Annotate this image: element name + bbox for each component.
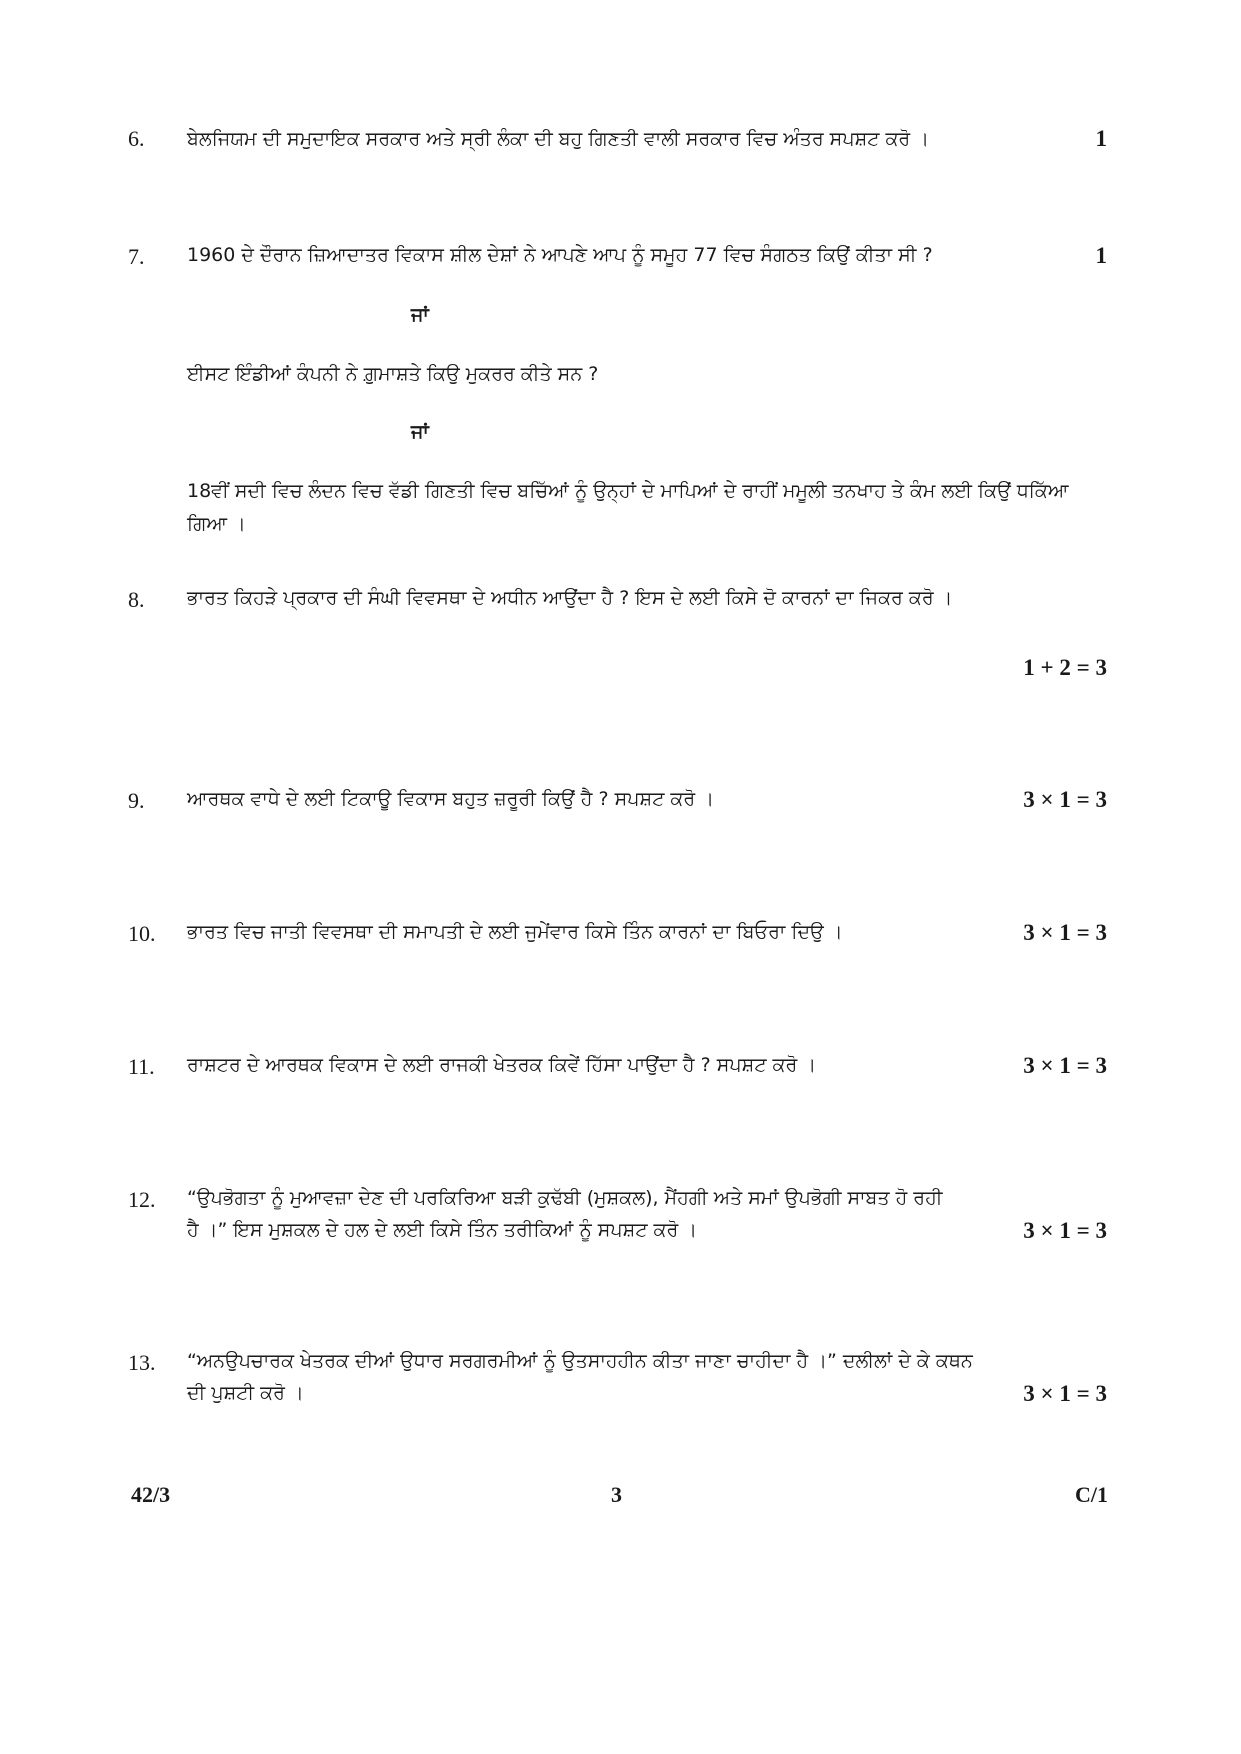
- question-marks: 1: [1095, 243, 1107, 268]
- question-text: ਭਾਰਤ ਕਿਹੜੇ ਪ੍ਰਕਾਰ ਦੀ ਸੰਘੀ ਵਿਵਸਥਾ ਦੇ ਅਧੀਨ ਆਉਂਦਾ ਹੈ ? ਇਸ ਦੇ ਲਈ ਕਿਸੇ ਦੋ ਕਾਰਨਾਂ ਦਾ ਜਿਕਰ ਕਰੋ ।: [187, 587, 953, 609]
- question-text: ਭਾਰਤ ਵਿਚ ਜਾਤੀ ਵਿਵਸਥਾ ਦੀ ਸਮਾਪਤੀ ਦੇ ਲਈ ਜੁਮੇਂਵਾਰ ਕਿਸੇ ਤਿੰਨ ਕਾਰਨਾਂ ਦਾ ਬਿਓਰਾ ਦਿਉ ।: [187, 921, 843, 943]
- question-text: ਰਾਸ਼ਟਰ ਦੇ ਆਰਥਕ ਵਿਕਾਸ ਦੇ ਲਈ ਰਾਜਕੀ ਖੇਤਰਕ ਕਿਵੇਂ ਹਿੱਸਾ ਪਾਉਂਦਾ ਹੈ ? ਸਪਸ਼ਟ ਕਰੋ ।: [187, 1054, 817, 1076]
- question-number: 11.: [128, 1054, 155, 1079]
- question-marks: 1: [1095, 126, 1107, 151]
- question-text-line: “ਉਪਭੋਗਤਾ ਨੂੰ ਮੁਆਵਜ਼ਾ ਦੇਣ ਦੀ ਪਰਕਿਰਿਆ ਬੜੀ ਕੁਢੱਬੀ (ਮੁਸ਼ਕਲ), ਮੈਂਹਗੀ ਅਤੇ ਸਮਾਂ ਉਪਭੋਗੀ ਸਾਬਤ ਹੋ ਰਹੀ: [187, 1187, 943, 1209]
- question-text: ਬੇਲਜਿਯਮ ਦੀ ਸਮੁਦਾਇਕ ਸਰਕਾਰ ਅਤੇ ਸ੍ਰੀ ਲੰਕਾ ਦੀ ਬਹੁ ਗਿਣਤੀ ਵਾਲੀ ਸਰਕਾਰ ਵਿਚ ਅੰਤਰ ਸਪਸ਼ਟ ਕਰੋ ।: [187, 128, 930, 150]
- question-text-line: ਹੈ ।” ਇਸ ਮੁਸ਼ਕਲ ਦੇ ਹਲ ਦੇ ਲਈ ਕਿਸੇ ਤਿੰਨ ਤਰੀਕਿਆਂ ਨੂੰ ਸਪਸ਼ਟ ਕਰੋ ।: [187, 1219, 698, 1241]
- question-text: ਆਰਥਕ ਵਾਧੇ ਦੇ ਲਈ ਟਿਕਾਊ ਵਿਕਾਸ ਬਹੁਤ ਜ਼ਰੂਰੀ ਕਿਉਂ ਹੈ ? ਸਪਸ਼ਟ ਕਰੋ ।: [187, 788, 715, 810]
- paper-code: 42/3: [131, 1482, 171, 1507]
- question-text-line: ਦੀ ਪੁਸ਼ਟੀ ਕਰੋ ।: [187, 1382, 304, 1404]
- question-number: 7.: [128, 244, 145, 269]
- or-label: ਜਾਂ: [411, 421, 429, 443]
- question-marks: 1 + 2 = 3: [1023, 655, 1107, 680]
- question-text-line: “ਅਨਉਪਚਾਰਕ ਖੇਤਰਕ ਦੀਆਂ ਉਧਾਰ ਸਰਗਰਮੀਆਂ ਨੂੰ ਉਤਸਾਹਹੀਨ ਕੀਤਾ ਜਾਣਾ ਚਾਹੀਦਾ ਹੈ ।” ਦਲੀਲਾਂ ਦੇ ਕੇ ਕਥਨ: [187, 1350, 973, 1372]
- question-marks: 3 × 1 = 3: [1023, 787, 1107, 812]
- question-marks: 3 × 1 = 3: [1023, 1053, 1107, 1078]
- question-number: 12.: [128, 1187, 156, 1212]
- question-number: 10.: [128, 921, 156, 946]
- question-marks: 3 × 1 = 3: [1023, 1381, 1107, 1406]
- page-number: 3: [611, 1482, 622, 1507]
- question-marks: 3 × 1 = 3: [1023, 920, 1107, 945]
- or-label: ਜਾਂ: [411, 304, 429, 326]
- question-number: 6.: [128, 126, 145, 151]
- alternative-question-text: ਈਸਟ ਇੰਡੀਆਂ ਕੰਪਨੀ ਨੇ ਗ਼ੁਮਾਸ਼ਤੇ ਕਿਉ ਮੁਕਰਰ ਕੀਤੇ ਸਨ ?: [187, 363, 599, 385]
- question-number: 9.: [128, 788, 145, 813]
- question-number: 13.: [128, 1350, 156, 1375]
- question-text: 1960 ਦੇ ਦੌਰਾਨ ਜ਼ਿਆਦਾਤਰ ਵਿਕਾਸ ਸ਼ੀਲ ਦੇਸ਼ਾਂ ਨੇ ਆਪਣੇ ਆਪ ਨੂੰ ਸਮੂਹ 77 ਵਿਚ ਸੰਗਠਤ ਕਿਉਂ ਕੀਤਾ ਸੀ ?: [187, 244, 933, 266]
- question-number: 8.: [128, 587, 145, 612]
- question-marks: 3 × 1 = 3: [1023, 1218, 1107, 1243]
- set-code: C/1: [1075, 1482, 1108, 1507]
- alternative-question-text: 18ਵੀਂ ਸਦੀ ਵਿਚ ਲੰਦਨ ਵਿਚ ਵੱਡੀ ਗਿਣਤੀ ਵਿਚ ਬਚਿੱਆਂ ਨੂੰ ਉਨ੍ਹਾਂ ਦੇ ਮਾਪਿਆਂ ਦੇ ਰਾਹੀਂ ਮਮੂਲੀ ਤਨਖਾਹ ਤੇ ਕੰਮ ਲਈ ਕਿਉਂ ਧਕਿੱਆ ਗਿਆ ।: [187, 480, 1069, 535]
